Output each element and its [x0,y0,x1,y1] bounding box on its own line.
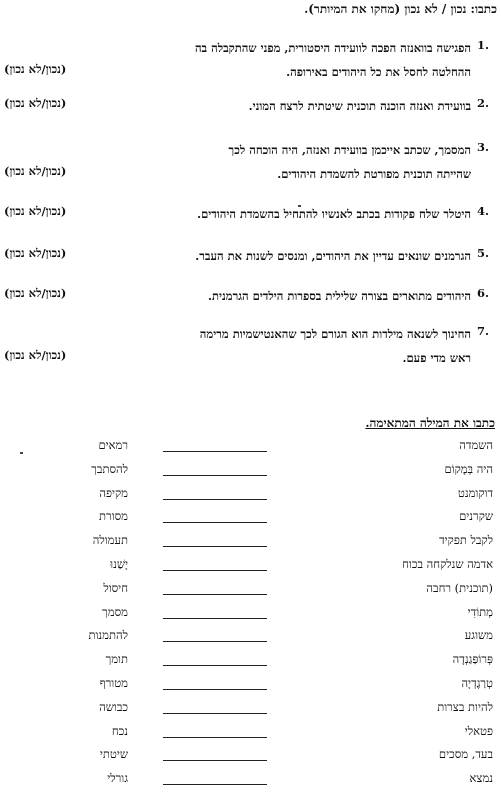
word-bank-item: מסורת [99,509,128,523]
matching-title: כתבו את המילה המתאימה. [365,416,495,430]
true-false-answer-choice[interactable]: (נכון/לא נכון) [4,164,67,178]
word-bank-item: חיסול [103,581,128,595]
question-text: הפגישה בוואנזה הפכה לוועידה היסטורית, מפני שהתקבלה בה [194,41,471,55]
question-text: היהודים מתוארים בצורה שלילית בספרות הילדים הגרמנית. [208,289,471,303]
matching-row [0,533,501,555]
true-false-answer-choice[interactable]: (נכון/לא נכון) [4,348,67,362]
answer-blank-line[interactable] [163,641,267,642]
matching-row [0,652,501,674]
question-number: 2. [477,96,490,110]
word-bank-item: כבושה [99,700,128,714]
matching-term: להיות בצרות [437,700,493,714]
question-text: ההחלטה לחסל את כל היהודים באירופה. [286,65,471,79]
answer-blank-line[interactable] [163,760,267,761]
answer-blank-line[interactable] [163,737,267,738]
matching-row [0,747,501,769]
answer-blank-line[interactable] [163,522,267,523]
matching-row [0,581,501,603]
matching-row [0,700,501,722]
matching-term: בעד, מסכים [438,747,493,761]
question-text: החינוך לשנאה מילדות הוא הגורם לכך שהאנטישמיות מרימה [199,327,471,341]
matching-row [0,605,501,627]
question-item [0,286,501,326]
answer-blank-line[interactable] [163,665,267,666]
matching-row [0,771,501,793]
true-false-answer-choice[interactable]: (נכון/לא נכון) [4,96,67,110]
word-bank-item: להתמנות [88,628,128,642]
word-bank-item: תומך [105,652,128,666]
answer-blank-line[interactable] [163,451,267,452]
scan-speck [20,452,23,454]
word-bank-item: יָשַׁנוּ [110,557,128,571]
word-bank-item: מסמך [102,605,128,619]
question-item [0,246,501,286]
matching-term: (תוכנית) רחבה [426,581,493,595]
answer-blank-line[interactable] [163,475,267,476]
matching-term: משוגע [464,628,493,642]
word-bank-item: גורלי [107,771,128,785]
word-bank-item: מטורף [99,676,128,690]
question-item [0,324,501,364]
matching-row [0,724,501,746]
answer-blank-line[interactable] [163,594,267,595]
matching-term: טְרַגֶדְיָה [461,676,493,690]
scan-speck [298,205,301,207]
matching-term: שקרנים [459,509,493,523]
answer-blank-line[interactable] [163,570,267,571]
matching-row [0,462,501,484]
question-number: 5. [477,246,490,260]
question-number: 3. [477,140,490,154]
matching-term: פְּרוֹפַּגַנְדָה [452,652,493,666]
question-item [0,140,501,180]
question-number: 4. [477,204,490,218]
question-text: המסמך, שכתב אייכמן בוועידת ואנזה, היה הוכחה לכך [228,143,471,157]
instructions: כתבו: נכון / לא נכון (מחקו את המיותר). [304,2,497,16]
true-false-answer-choice[interactable]: (נכון/לא נכון) [4,246,67,260]
matching-term: לקבל תפקיד [439,533,493,547]
question-text: שהייתה תוכנית מפורטת להשמדת היהודים. [277,167,471,181]
matching-term: היה בְּמָקוֹם [444,462,493,476]
true-false-answer-choice[interactable]: (נכון/לא נכון) [4,204,67,218]
matching-row [0,486,501,508]
question-text: הגרמנים שונאים עדיין את היהודים, ומנסים לשנות את העבר. [195,249,471,263]
matching-term: דוקומנט [457,486,493,500]
question-item [0,204,501,244]
answer-blank-line[interactable] [163,784,267,785]
matching-row [0,676,501,698]
matching-term: מְתוֹדִי [467,605,493,619]
word-bank-item: רמאים [98,438,128,452]
word-bank-item: מקיפה [99,486,128,500]
matching-row [0,628,501,650]
matching-row [0,438,501,460]
answer-blank-line[interactable] [163,618,267,619]
answer-blank-line[interactable] [163,713,267,714]
answer-blank-line[interactable] [163,546,267,547]
word-bank-item: נכח [111,724,128,738]
question-item [0,38,501,78]
question-number: 1. [477,38,490,52]
answer-blank-line[interactable] [163,499,267,500]
question-number: 6. [477,286,490,300]
matching-row [0,509,501,531]
word-bank-item: להסתבך [91,462,128,476]
question-text: היטלר שלח פקודות בכתב לאנשיו להתחיל בהשמדת היהודים. [197,207,471,221]
word-bank-item: תעמולה [92,533,128,547]
matching-term: אדמה שנלקחה בכוח [402,557,493,571]
question-item [0,96,501,136]
matching-term: פטאלי [464,724,493,738]
word-bank-item: שיטתי [99,747,128,761]
matching-term: נמצא [469,771,493,785]
true-false-answer-choice[interactable]: (נכון/לא נכון) [4,62,67,76]
matching-term: השמדה [459,438,493,452]
question-text: בוועידת ואנזה הוכנה תוכנית שיטתית לרצח המוני. [248,99,471,113]
question-number: 7. [477,324,490,338]
answer-blank-line[interactable] [163,689,267,690]
true-false-answer-choice[interactable]: (נכון/לא נכון) [4,286,67,300]
matching-row [0,557,501,579]
question-text: ראש מדי פעם. [402,351,471,365]
